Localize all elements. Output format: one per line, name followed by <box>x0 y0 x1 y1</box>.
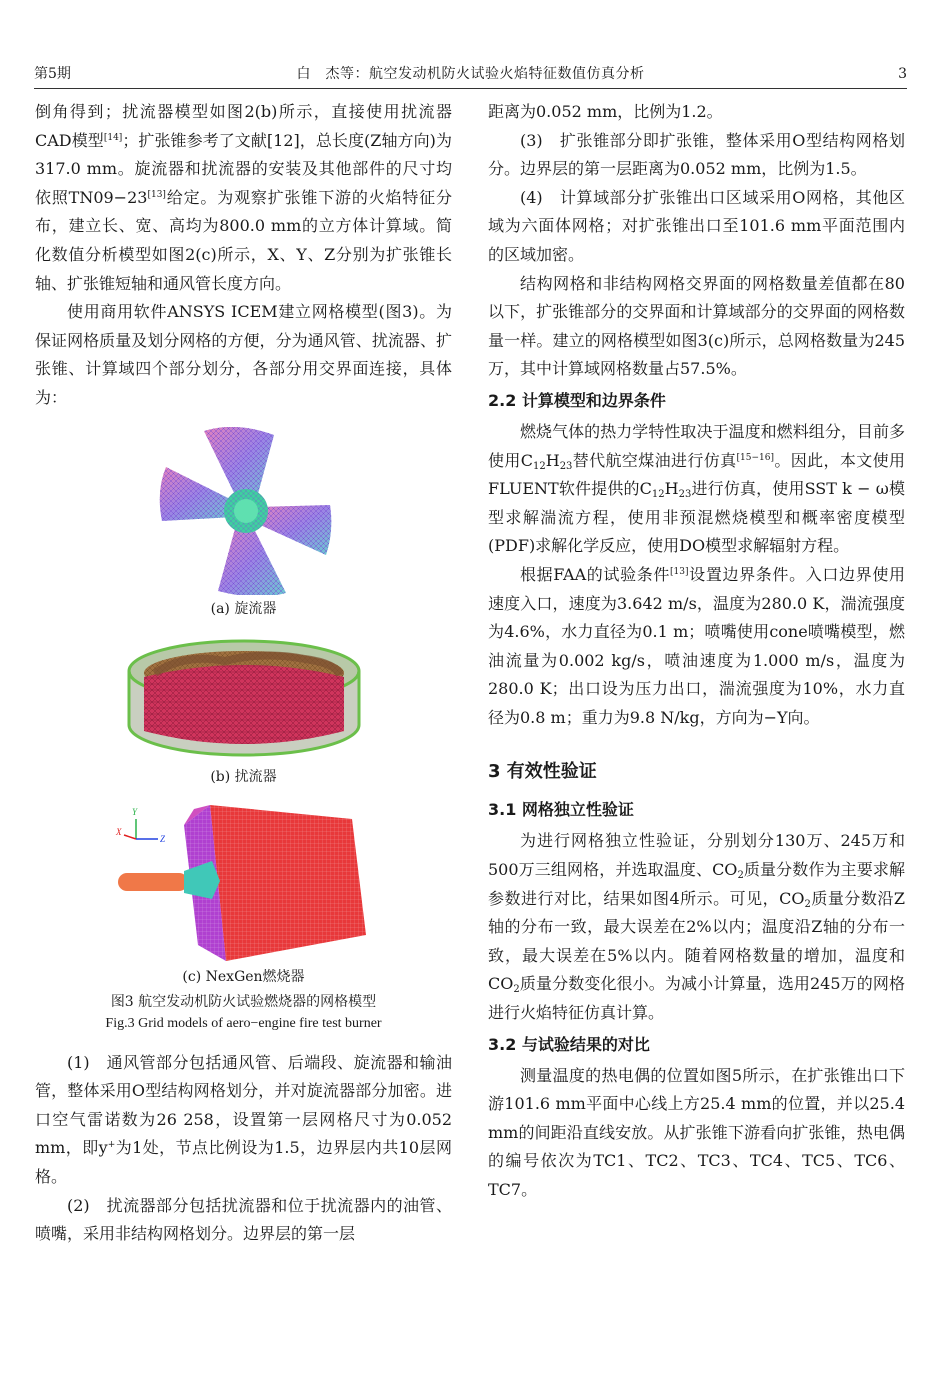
left-column <box>35 98 452 1249</box>
right-column <box>488 98 905 1205</box>
figure-caption-cn: 图3 航空发动机防火试验燃烧器的网格模型 <box>110 993 377 1010</box>
axis-x-label: X <box>115 826 121 837</box>
issue-number: 第5期 <box>34 66 71 82</box>
paragraph: (4) 计算域部分扩张锥出口区域采用O网格，其他区域为六面体网格；对扩张锥出口至101.6 mm平面范围内的区域加密。 <box>488 187 905 264</box>
paragraph: 为进行网格独立性验证，分别划分130万、245万和500万三组网格，并选取温度、$CO_2$质量分数作为主要求解参数进行对比，结果如图4所示。可见，$CO_2$质量分数沿Z轴的分布一致，最大误差在2%以内；温度沿Z轴的分布一致，最大误差在5%以内。随着网格数量的增加，温度和$CO_2$质量分数变化很小。为减小计算量，选用245万的网格进行火焰特征仿真计算。 <box>488 831 905 1023</box>
axis-y-label: Y <box>131 806 137 817</box>
paragraph: 根据FAA的试验条件[13]设置边界条件。入口边界使用速度入口，速度为3.642 m/s，温度为280.0 K，湍流强度为4.6%，水力直径为0.1 m；喷嘴使用cone喷嘴模型，燃油流量为0.002 kg/s，喷油速度为1.000 m/s，温度为280.0 K；出口设为压力出口，湍流强度为10%，水力直径为0.8 m；重力为9.8 N/kg，方向为−Y向。 <box>488 564 905 727</box>
paragraph: 燃烧气体的热力学特性取决于温度和燃料组分，目前多使用$C_{12}H_{23}$替代航空煤油进行仿真[15−16]。因此，本文使用FLUENT软件提供的$C_{12}H_{23}$进行仿真，使用SST k − ω模型求解湍流方程，使用非预混燃烧模型和概率密度模型(PDF)求解化学反应，使用DO模型求解辐射方程。 <box>488 421 905 556</box>
running-header <box>34 62 907 89</box>
figure-c-caption: (c) NexGen燃烧器 <box>182 968 305 985</box>
paragraph: 使用商用软件ANSYS ICEM建立网格模型(图3)。为保证网格质量及划分网格的方便，分为通风管、扰流器、扩张锥、计算域四个部分划分，各部分用交界面连接，具体为： <box>35 302 452 407</box>
paragraph: 测量温度的热电偶的位置如图5所示，在扩张锥出口下游101.6 mm平面中心线上方25.4 mm的位置，并以25.4 mm的间距沿直线安放。从扩张锥下游看向扩张锥，热电偶的编号依次为TC1、TC2、TC3、TC4、TC5、TC6、TC7。 <box>488 1065 905 1199</box>
section-heading-2-2: 2.2 计算模型和边界条件 <box>488 390 666 410</box>
axis-z-label: Z <box>159 833 165 844</box>
page-number: 3 <box>898 66 907 82</box>
burner-mesh-image <box>114 799 374 965</box>
running-title: 白 杰等：航空发动机防火试验火焰特征数值仿真分析 <box>296 66 645 82</box>
figure-caption-en: Fig.3 Grid models of aero−engine fire test burner <box>105 1015 382 1031</box>
figure-spoiler <box>35 633 452 787</box>
paragraph: 结构网格和非结构网格交界面的网格数量差值都在80以下，扩张锥部分的交界面和计算域部分的交界面的网格数量一样。建立的网格模型如图3(c)所示，总网格数量为245万，其中计算域网格数量占57.5%。 <box>488 273 905 379</box>
paragraph: 倒角得到；扰流器模型如图2(b)所示，直接使用扰流器CAD模型[14]；扩张锥参考了文献[12]，总长度(Z轴方向)为317.0 mm。旋流器和扰流器的安装及其他部件的尺寸均依照TN09−23[13]给定。为观察扩张锥下游的火焰特征分布，建立长、宽、高均为800.0 mm的立方体计算域。简化数值分析模型如图2(c)所示，X、Y、Z分别为扩张锥长轴、扩张锥短轴和通风管长度方向。 <box>35 102 452 293</box>
swirler-mesh-image <box>154 427 334 595</box>
paragraph: (3) 扩张锥部分即扩张锥，整体采用O型结构网格划分。边界层的第一层距离为0.052 mm，比例为1.5。 <box>488 130 905 179</box>
paragraph: 距离为0.052 mm，比例为1.2。 <box>488 102 723 121</box>
paragraph: (2) 扰流器部分包括扰流器和位于扰流器内的油管、喷嘴，采用非结构网格划分。边界层的第一层 <box>35 1195 452 1244</box>
section-heading-3: 3 有效性验证 <box>488 761 597 783</box>
figure-a-caption: (a) 旋流器 <box>210 600 277 617</box>
figure-swirler <box>35 427 452 619</box>
spoiler-mesh-image <box>125 633 363 761</box>
figure-burner <box>35 799 452 987</box>
axis-triad <box>115 807 166 844</box>
section-heading-3-2: 3.2 与试验结果的对比 <box>488 1034 650 1054</box>
section-heading-3-1: 3.1 网格独立性验证 <box>488 800 634 820</box>
paragraph: (1) 通风管部分包括通风管、后端段、旋流器和输油管，整体采用O型结构网格划分，并对旋流器部分加密。进口空气雷诺数为26 258，设置第一层网格尺寸为0.052 mm，即y+为1处，节点比例设为1.5，边界层内共10层网格。 <box>35 1052 452 1186</box>
figure-b-caption: (b) 扰流器 <box>210 768 277 785</box>
